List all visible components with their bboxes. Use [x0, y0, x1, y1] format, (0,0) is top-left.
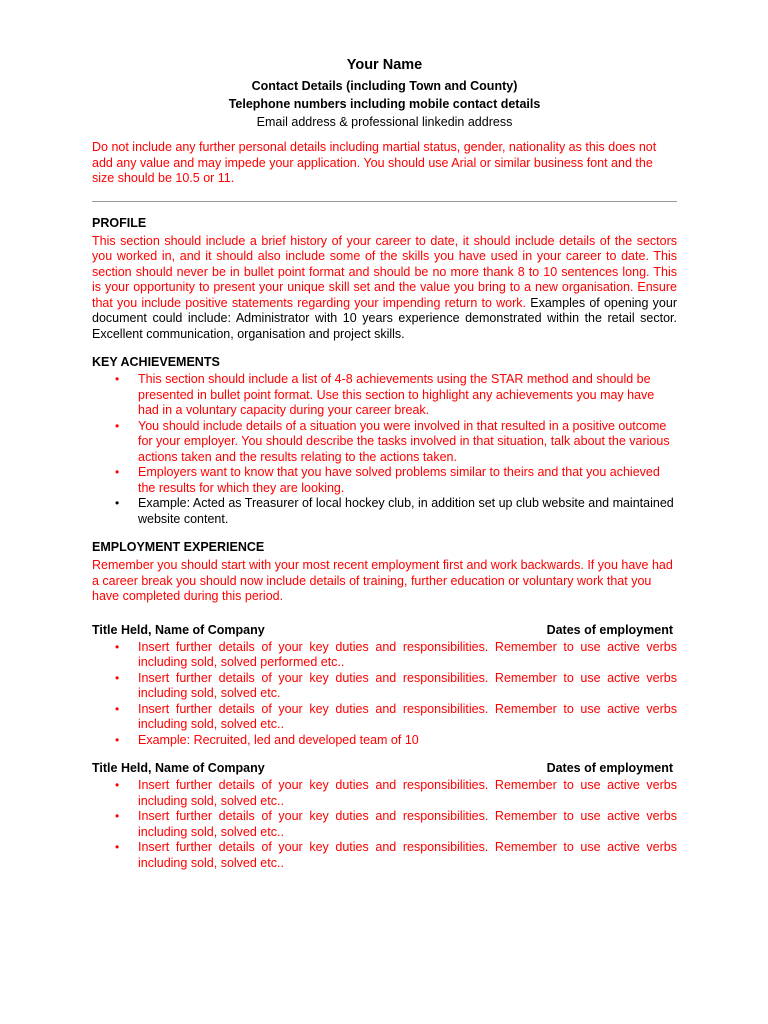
job-header — [92, 622, 677, 638]
header-divider — [92, 201, 677, 202]
duty-text: Insert further details of your key duties and responsibilities. Remember to use active verbs including sold, solved etc.. — [138, 809, 677, 839]
job-duties-list — [92, 640, 677, 749]
achievement-item — [92, 372, 677, 419]
achievement-item — [92, 419, 677, 466]
email-linkedin-line: Email address & professional linkedin address — [256, 115, 513, 129]
duty-text: Insert further details of your key duties and responsibilities. Remember to use active verbs including sold, solved performed etc.. — [138, 639, 677, 669]
achievement-text: Example: Acted as Treasurer of local hockey club, in addition set up club website and maintained website content. — [138, 496, 674, 526]
bullet-icon: • — [115, 670, 120, 685]
bullet-icon: • — [115, 496, 120, 510]
job-header — [92, 760, 677, 776]
job-title: Title Held, Name of Company — [92, 622, 265, 637]
bullet-icon: • — [115, 639, 120, 654]
profile-paragraph — [92, 234, 677, 343]
profile-example-text: Examples of opening your document could include: Administrator with 10 years experience demonstrated within the retail sector. Excellent communication, organisation and project skills. — [92, 295, 677, 341]
achievement-text: Employers want to know that you have solved problems similar to theirs and that you achieved the results for which they are looking. — [138, 465, 660, 495]
bullet-icon: • — [115, 732, 120, 747]
duty-text: Insert further details of your key duties and responsibilities. Remember to use active verbs including sold, solved etc.. — [138, 701, 677, 731]
employment-intro: Remember you should start with your most recent employment first and work backwards. If you have had a career break you should now include details of training, further education or voluntary work that you have completed during this period. — [92, 558, 673, 603]
contact-details-line: Contact Details (including Town and County) — [251, 79, 518, 93]
duty-item — [92, 733, 677, 749]
profile-guidance-text: This section should include a brief history of your career to date, it should include details of the sectors you worked in, and it should also include some of the skills you have used in your career to date. This section should never be in bullet point format and should be no more thank 8 to 10 sentences long. This is your opportunity to present your unique skill set and the value you bring to a new organisation. Ensure that you include positive statements regarding your impending return to work. — [92, 233, 677, 310]
intro-guidance-note: Do not include any further personal details including martial status, gender, nationality as this does not add any value and may impede your application. You should use Arial or similar business font and the size should be 10.5 or 11. — [92, 140, 657, 185]
job-title: Title Held, Name of Company — [92, 761, 265, 775]
bullet-icon: • — [115, 372, 120, 386]
cv-header — [92, 56, 677, 131]
key-achievements-list — [92, 372, 677, 527]
job-dates: Dates of employment — [546, 761, 673, 775]
bullet-icon: • — [115, 809, 120, 823]
duty-item — [92, 809, 677, 840]
telephone-line: Telephone numbers including mobile contact details — [228, 97, 541, 111]
achievement-text: You should include details of a situation you were involved in that resulted in a positive outcome for your employer. You should describe the tasks involved in that situation, talk about the various actions taken and the results relating to the actions taken. — [138, 418, 670, 464]
profile-heading: PROFILE — [92, 215, 147, 230]
duty-text: Insert further details of your key duties and responsibilities. Remember to use active verbs including sold, solved etc.. — [138, 778, 677, 808]
job-dates: Dates of employment — [546, 622, 673, 637]
bullet-icon: • — [115, 701, 120, 716]
achievement-item — [92, 465, 677, 496]
candidate-name: Your Name — [346, 57, 423, 73]
duty-text: Insert further details of your key duties and responsibilities. Remember to use active verbs including sold, solved etc.. — [138, 840, 677, 870]
duty-item — [92, 640, 677, 671]
duty-text: Example: Recruited, led and developed team of 10 — [138, 732, 419, 747]
employment-heading: EMPLOYMENT EXPERIENCE — [92, 540, 265, 554]
achievement-text: This section should include a list of 4-8 achievements using the STAR method and should be presented in bullet point format. Use this section to highlight any achievements you may have had in a voluntary capacity during your career break. — [138, 372, 655, 417]
bullet-icon: • — [115, 418, 120, 433]
job-duties-list — [92, 778, 677, 871]
bullet-icon: • — [115, 465, 120, 479]
duty-item — [92, 840, 677, 871]
key-achievements-heading: KEY ACHIEVEMENTS — [92, 355, 220, 369]
duty-item — [92, 778, 677, 809]
duty-item — [92, 671, 677, 702]
achievement-item — [92, 496, 677, 527]
bullet-icon: • — [115, 778, 120, 792]
duty-text: Insert further details of your key duties and responsibilities. Remember to use active verbs including sold, solved etc. — [138, 670, 677, 700]
bullet-icon: • — [115, 840, 120, 854]
duty-item — [92, 702, 677, 733]
